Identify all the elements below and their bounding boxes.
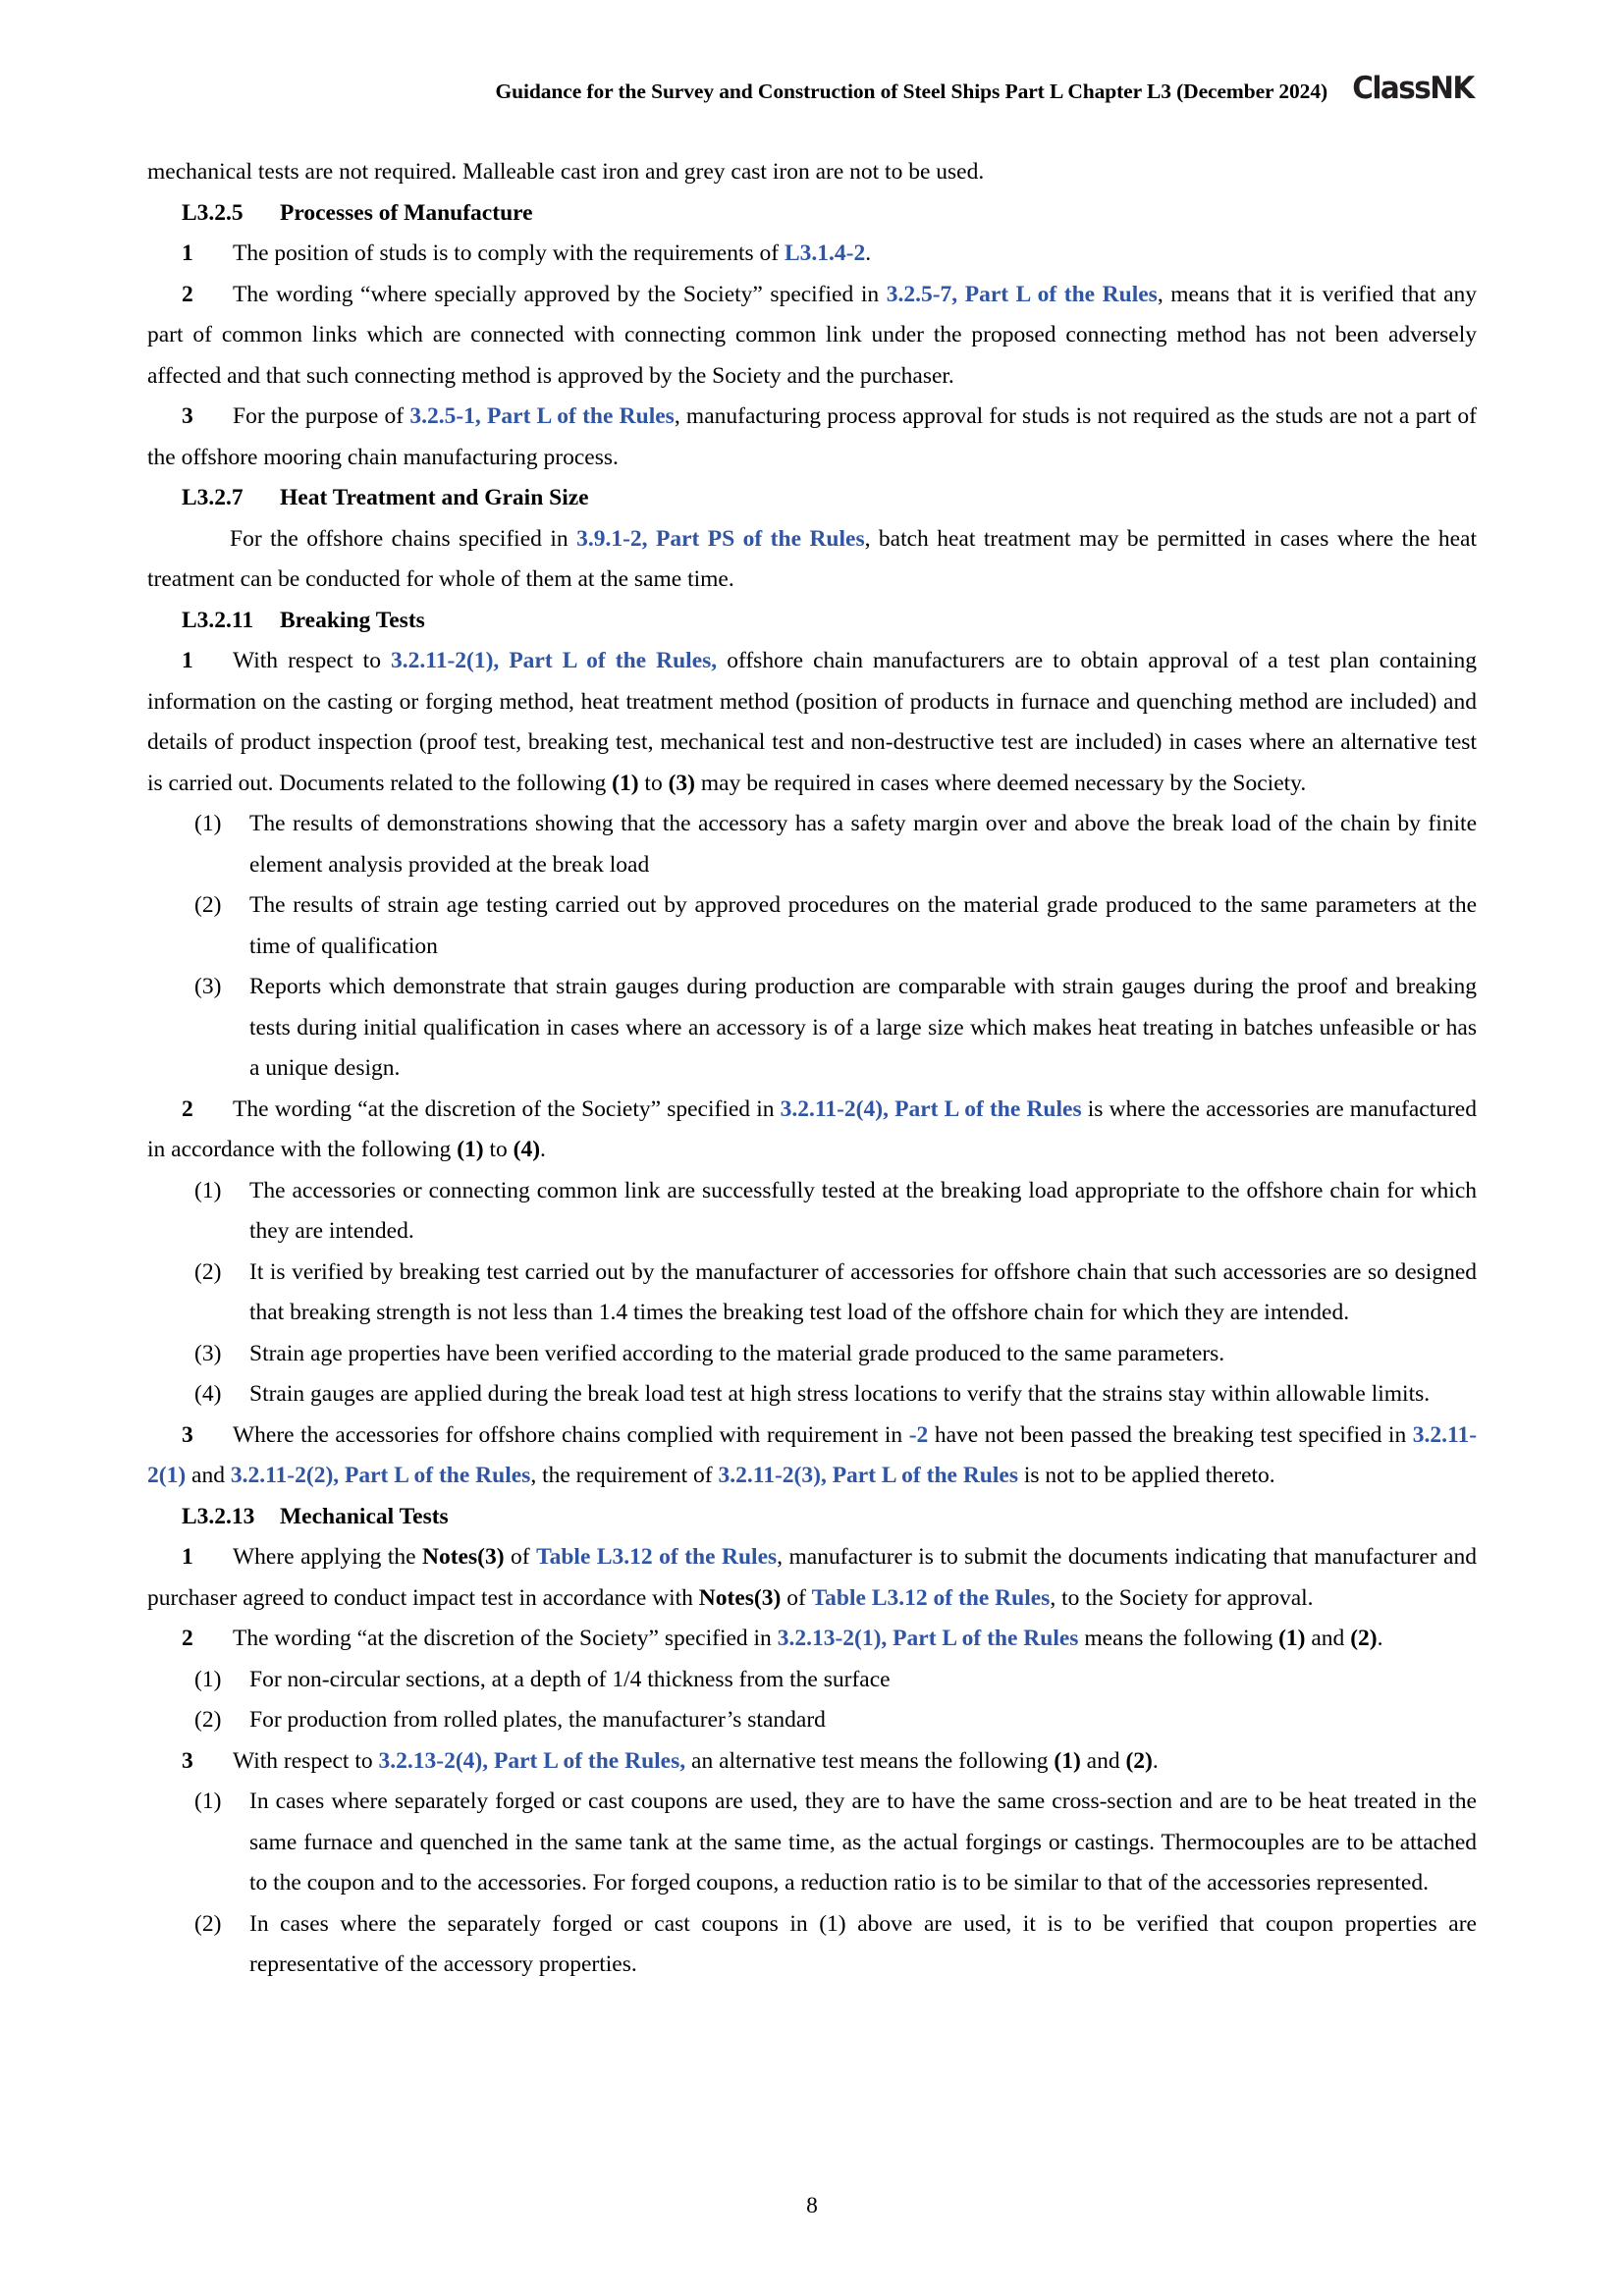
list-text: In cases where separately forged or cast coupons are used, they are to have the same cross-section and are to be heat treated in the same furnace and quenched in the same tank at the same time, as the actual forgings or castings. Thermocouples are to be attached to the coupon and to the accessories. For forged coupons, a reduction ratio is to be similar to that of the accessories represented. bbox=[249, 1789, 1477, 1896]
list-marker: (3) bbox=[194, 1340, 222, 1366]
list-marker: (4) bbox=[194, 1381, 222, 1407]
rule-link[interactable]: Table L3.12 of the Rules bbox=[536, 1544, 778, 1570]
list-text: In cases where the separately forged or cast coupons in (1) above are used, it is to be verified that coupon properties are representative of the accessory properties. bbox=[249, 1910, 1477, 1977]
text: , to the Society for approval. bbox=[1050, 1584, 1314, 1611]
rule-link[interactable]: 3.2.13-2(1), Part L of the Rules bbox=[777, 1626, 1079, 1651]
list-item bbox=[147, 804, 1477, 885]
heading-number: L3.2.11 bbox=[182, 607, 254, 633]
rule-link[interactable]: -2 bbox=[908, 1421, 929, 1448]
list-text: The accessories or connecting common link are successfully tested at the breaking load appropriate to the offshore chain for which they are intended. bbox=[249, 1177, 1477, 1244]
paragraph-number: 3 bbox=[182, 1747, 193, 1774]
text: to bbox=[483, 1137, 514, 1162]
heading-title: Heat Treatment and Grain Size bbox=[280, 485, 589, 510]
rule-link[interactable]: 3.2.11-2(1) bbox=[147, 1421, 1478, 1488]
text: and bbox=[186, 1463, 231, 1488]
text: to bbox=[638, 770, 669, 796]
heading-title: Mechanical Tests bbox=[280, 1503, 449, 1529]
text: offshore chain manufacturers are to obtain approval of a test plan containing information on the casting or forging method, heat treatment method (position of products in furnace and quenching method are included) and details of product inspection (proof test, breaking test, mechanical test and non-destructive test are included) in cases where an alternative test is carried out. Documents related to the following bbox=[147, 648, 1478, 796]
paragraph-3213-1 bbox=[147, 1537, 1477, 1619]
text: is not to be applied thereto. bbox=[1017, 1463, 1275, 1488]
text: The wording “where specially approved by the Society” specified in bbox=[233, 281, 887, 307]
rule-link[interactable]: 3.2.5-1, Part L of the Rules bbox=[409, 403, 675, 429]
list-text: The results of strain age testing carried out by approved procedures on the material grade produced to the same parameters at the time of qualification bbox=[249, 892, 1477, 959]
list-text: Reports which demonstrate that strain gauges during production are comparable with strain gauges during the proof and breaking tests during initial qualification in cases where an accessory is of a large size which makes heat treating in batches unfeasible or has a unique design. bbox=[249, 974, 1477, 1081]
text: have not been passed the breaking test specified in bbox=[928, 1421, 1413, 1448]
emphasis: (1) bbox=[612, 770, 639, 796]
paragraph-325-2 bbox=[147, 275, 1477, 398]
heading-number: L3.2.7 bbox=[182, 485, 244, 510]
emphasis: (2) bbox=[1350, 1626, 1378, 1651]
list-item bbox=[147, 1660, 1477, 1701]
text: , means that it is verified that any part of common links which are connected with connecting common link under the proposed connecting method has not been adversely affected and that such connecting method is approved by the Society and the purchaser. bbox=[147, 281, 1478, 389]
paragraph-3211-3 bbox=[147, 1415, 1477, 1497]
list-marker: (1) bbox=[194, 1666, 222, 1692]
paragraph-number: 3 bbox=[182, 403, 193, 429]
list-item bbox=[147, 1171, 1477, 1253]
text: The wording “at the discretion of the Society” specified in bbox=[233, 1095, 781, 1122]
text: Where the accessories for offshore chains complied with requirement in bbox=[233, 1421, 909, 1448]
heading-l3-2-13 bbox=[147, 1497, 1477, 1538]
continued-paragraph: mechanical tests are not required. Malleable cast iron and grey cast iron are not to be used. bbox=[147, 159, 985, 185]
paragraph-327-1 bbox=[147, 519, 1477, 601]
paragraph-3213-2 bbox=[147, 1619, 1477, 1660]
text: means the following bbox=[1078, 1626, 1279, 1651]
emphasis: Notes(3) bbox=[422, 1544, 505, 1570]
paragraph-number: 2 bbox=[182, 1095, 193, 1122]
classnk-logo: ClassNK bbox=[1352, 71, 1474, 106]
text: and bbox=[1080, 1747, 1126, 1774]
list-item bbox=[147, 967, 1477, 1090]
text: may be required in cases where deemed necessary by the Society. bbox=[694, 770, 1307, 796]
rule-link[interactable]: 3.9.1-2, Part PS of the Rules bbox=[576, 525, 865, 552]
list-text: For production from rolled plates, the manufacturer’s standard bbox=[249, 1707, 826, 1733]
list-item bbox=[147, 1700, 1477, 1741]
list-marker: (1) bbox=[194, 811, 222, 836]
paragraph-number: 2 bbox=[182, 1626, 193, 1651]
paragraph-number: 1 bbox=[182, 1544, 193, 1570]
paragraph-3211-2 bbox=[147, 1090, 1477, 1171]
rule-link[interactable]: 3.2.11-2(1), Part L of the Rules, bbox=[390, 648, 718, 673]
paragraph-number: 1 bbox=[182, 240, 193, 266]
header-title: Guidance for the Survey and Construction of Steel Ships Part L Chapter L3 (December 2024) bbox=[495, 80, 1328, 103]
emphasis: (2) bbox=[1125, 1747, 1153, 1774]
text: . bbox=[540, 1137, 546, 1162]
text: , the requirement of bbox=[530, 1463, 719, 1488]
list-marker: (1) bbox=[194, 1177, 222, 1203]
list-marker: (3) bbox=[194, 974, 222, 999]
text: of bbox=[504, 1544, 537, 1570]
emphasis: (1) bbox=[1278, 1626, 1306, 1651]
list-item bbox=[147, 885, 1477, 967]
emphasis: Notes(3) bbox=[698, 1584, 782, 1611]
paragraph-number: 3 bbox=[182, 1421, 193, 1448]
heading-title: Processes of Manufacture bbox=[280, 199, 533, 226]
rule-link[interactable]: Table L3.12 of the Rules bbox=[811, 1584, 1051, 1611]
page-footer bbox=[0, 2193, 1624, 2219]
list-marker: (1) bbox=[194, 1789, 222, 1814]
list-text: Strain age properties have been verified according to the material grade produced to the same parameters. bbox=[249, 1340, 1225, 1366]
heading-number: L3.2.5 bbox=[182, 199, 244, 226]
heading-l3-2-5 bbox=[147, 193, 1477, 235]
list-text: The results of demonstrations showing that the accessory has a safety margin over and above the break load of the chain by finite element analysis provided at the break load bbox=[249, 811, 1477, 878]
heading-l3-2-7 bbox=[147, 478, 1477, 519]
text: The wording “at the discretion of the Society” specified in bbox=[233, 1626, 778, 1651]
paragraph-3213-3 bbox=[147, 1741, 1477, 1783]
text: The position of studs is to comply with the requirements of bbox=[233, 240, 785, 266]
list-marker: (2) bbox=[194, 1910, 222, 1937]
list-text: Strain gauges are applied during the break load test at high stress locations to verify that the strains stay within allowable limits. bbox=[249, 1381, 1431, 1407]
list-item bbox=[147, 1904, 1477, 1986]
text: , manufacturer is to submit the documents indicating that manufacturer and purchaser agreed to conduct impact test in accordance with bbox=[147, 1544, 1477, 1611]
emphasis: (4) bbox=[513, 1137, 541, 1162]
heading-l3-2-11 bbox=[147, 601, 1477, 642]
page-number: 8 bbox=[806, 2193, 818, 2218]
text: an alternative test means the following bbox=[685, 1747, 1055, 1774]
emphasis: (1) bbox=[1054, 1747, 1081, 1774]
text: . bbox=[1377, 1626, 1383, 1651]
text: of bbox=[781, 1584, 812, 1611]
rule-link[interactable]: 3.2.13-2(4), Part L of the Rules, bbox=[378, 1747, 686, 1774]
heading-title: Breaking Tests bbox=[280, 607, 425, 633]
text: With respect to bbox=[233, 648, 391, 673]
text: is where the accessories are manufactured in accordance with the following bbox=[147, 1095, 1477, 1162]
list-text: It is verified by breaking test carried out by the manufacturer of accessories for offshore chain that such accessories are so designed that breaking strength is not less than 1.4 times the breaking test load of the offshore chain for which they are intended. bbox=[249, 1258, 1477, 1325]
paragraph-number: 2 bbox=[182, 281, 193, 307]
text: For the offshore chains specified in bbox=[230, 525, 577, 552]
emphasis: (1) bbox=[457, 1137, 484, 1162]
list-item bbox=[147, 1374, 1477, 1415]
list-marker: (2) bbox=[194, 892, 222, 918]
rule-link[interactable]: 3.2.11-2(4), Part L of the Rules bbox=[780, 1095, 1082, 1122]
list-item bbox=[147, 1334, 1477, 1375]
rule-link[interactable]: 3.2.5-7, Part L of the Rules bbox=[886, 281, 1158, 307]
paragraph-number: 1 bbox=[182, 648, 193, 673]
heading-number: L3.2.13 bbox=[182, 1503, 255, 1529]
text: and bbox=[1305, 1626, 1351, 1651]
paragraph-3211-1 bbox=[147, 641, 1477, 804]
rule-link[interactable]: 3.2.11-2(2), Part L of the Rules bbox=[230, 1463, 531, 1488]
text: . bbox=[1152, 1747, 1159, 1774]
document-body bbox=[147, 152, 1477, 1986]
text: With respect to bbox=[233, 1747, 379, 1774]
rule-link[interactable]: 3.2.11-2(3), Part L of the Rules bbox=[718, 1463, 1018, 1488]
text: For the purpose of bbox=[233, 403, 410, 429]
list-text: For non-circular sections, at a depth of 1/4 thickness from the surface bbox=[249, 1666, 891, 1692]
rule-link[interactable]: L3.1.4-2 bbox=[784, 240, 866, 266]
paragraph-325-3 bbox=[147, 397, 1477, 478]
paragraph-325-1 bbox=[147, 234, 1477, 275]
text: , manufacturing process approval for studs is not required as the studs are not a part of the offshore mooring chain manufacturing process. bbox=[147, 403, 1477, 470]
text: . bbox=[865, 240, 872, 266]
page-header bbox=[147, 71, 1477, 106]
list-item bbox=[147, 1782, 1477, 1904]
text: , batch heat treatment may be permitted in cases where the heat treatment can be conducted for whole of them at the same time. bbox=[147, 525, 1477, 592]
text: Where applying the bbox=[233, 1544, 423, 1570]
list-item bbox=[147, 1253, 1477, 1334]
emphasis: (3) bbox=[668, 770, 695, 796]
list-marker: (2) bbox=[194, 1258, 222, 1285]
list-marker: (2) bbox=[194, 1707, 222, 1733]
